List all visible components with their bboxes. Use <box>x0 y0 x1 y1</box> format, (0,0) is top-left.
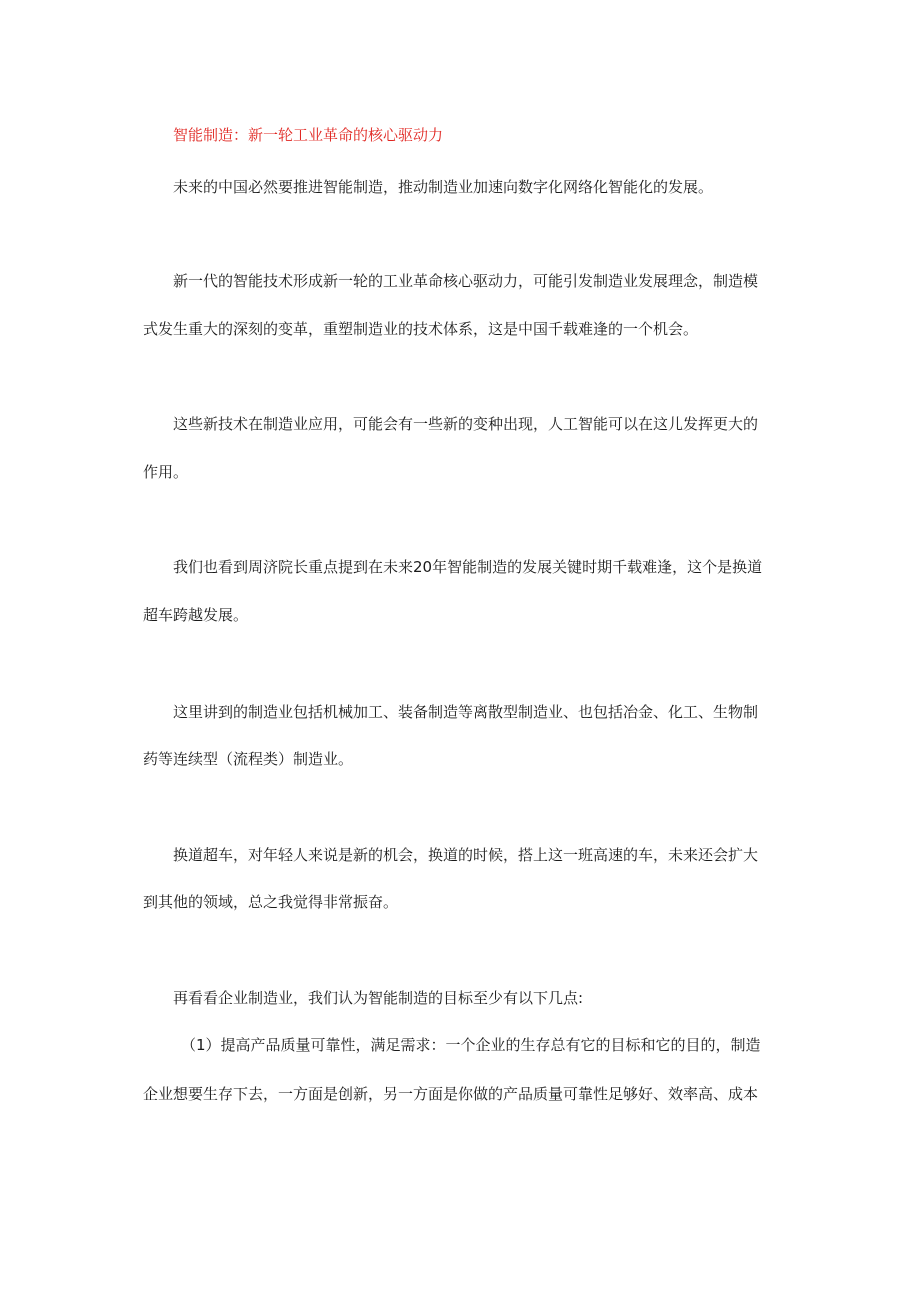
paragraph-5-line-1: 这里讲到的制造业包括机械加工、装备制造等离散型制造业、也包括冶金、化工、生物制 <box>173 703 759 721</box>
paragraph-4-line-2: 超车跨越发展。 <box>143 606 249 624</box>
paragraph-4-line-1: 我们也看到周济院长重点提到在未来20年智能制造的发展关键时期千载难逢，这个是换道 <box>173 558 763 576</box>
paragraph-7-line-1: 再看看企业制造业，我们认为智能制造的目标至少有以下几点: <box>173 989 584 1007</box>
paragraph-6-line-2: 到其他的领域，总之我觉得非常振奋。 <box>143 893 399 911</box>
paragraph-3-line-2: 作用。 <box>143 463 189 481</box>
paragraph-2-line-2: 式发生重大的深刻的变革，重塑制造业的技术体系，这是中国千载难逢的一个机会。 <box>143 320 699 338</box>
paragraph-6-line-1: 换道超车，对年轻人来说是新的机会，换道的时候，搭上这一班高速的车，未来还会扩大 <box>173 846 759 864</box>
paragraph-1-line-1: 未来的中国必然要推进智能制造，推动制造业加速向数字化网络化智能化的发展。 <box>173 178 714 196</box>
paragraph-8-line-1: （1）提高产品质量可靠性，满足需求：一个企业的生存总有它的目标和它的目的，制造 <box>181 1036 761 1054</box>
paragraph-5-line-2: 药等连续型（流程类）制造业。 <box>143 750 354 768</box>
paragraph-3-line-1: 这些新技术在制造业应用，可能会有一些新的变种出现，人工智能可以在这儿发挥更大的 <box>173 415 759 433</box>
paragraph-8-line-2: 企业想要生存下去，一方面是创新，另一方面是你做的产品质量可靠性足够好、效率高、成本 <box>143 1085 759 1103</box>
document-title: 智能制造：新一轮工业革命的核心驱动力 <box>173 126 444 144</box>
paragraph-2-line-1: 新一代的智能技术形成新一轮的工业革命核心驱动力，可能引发制造业发展理念，制造模 <box>173 272 759 290</box>
